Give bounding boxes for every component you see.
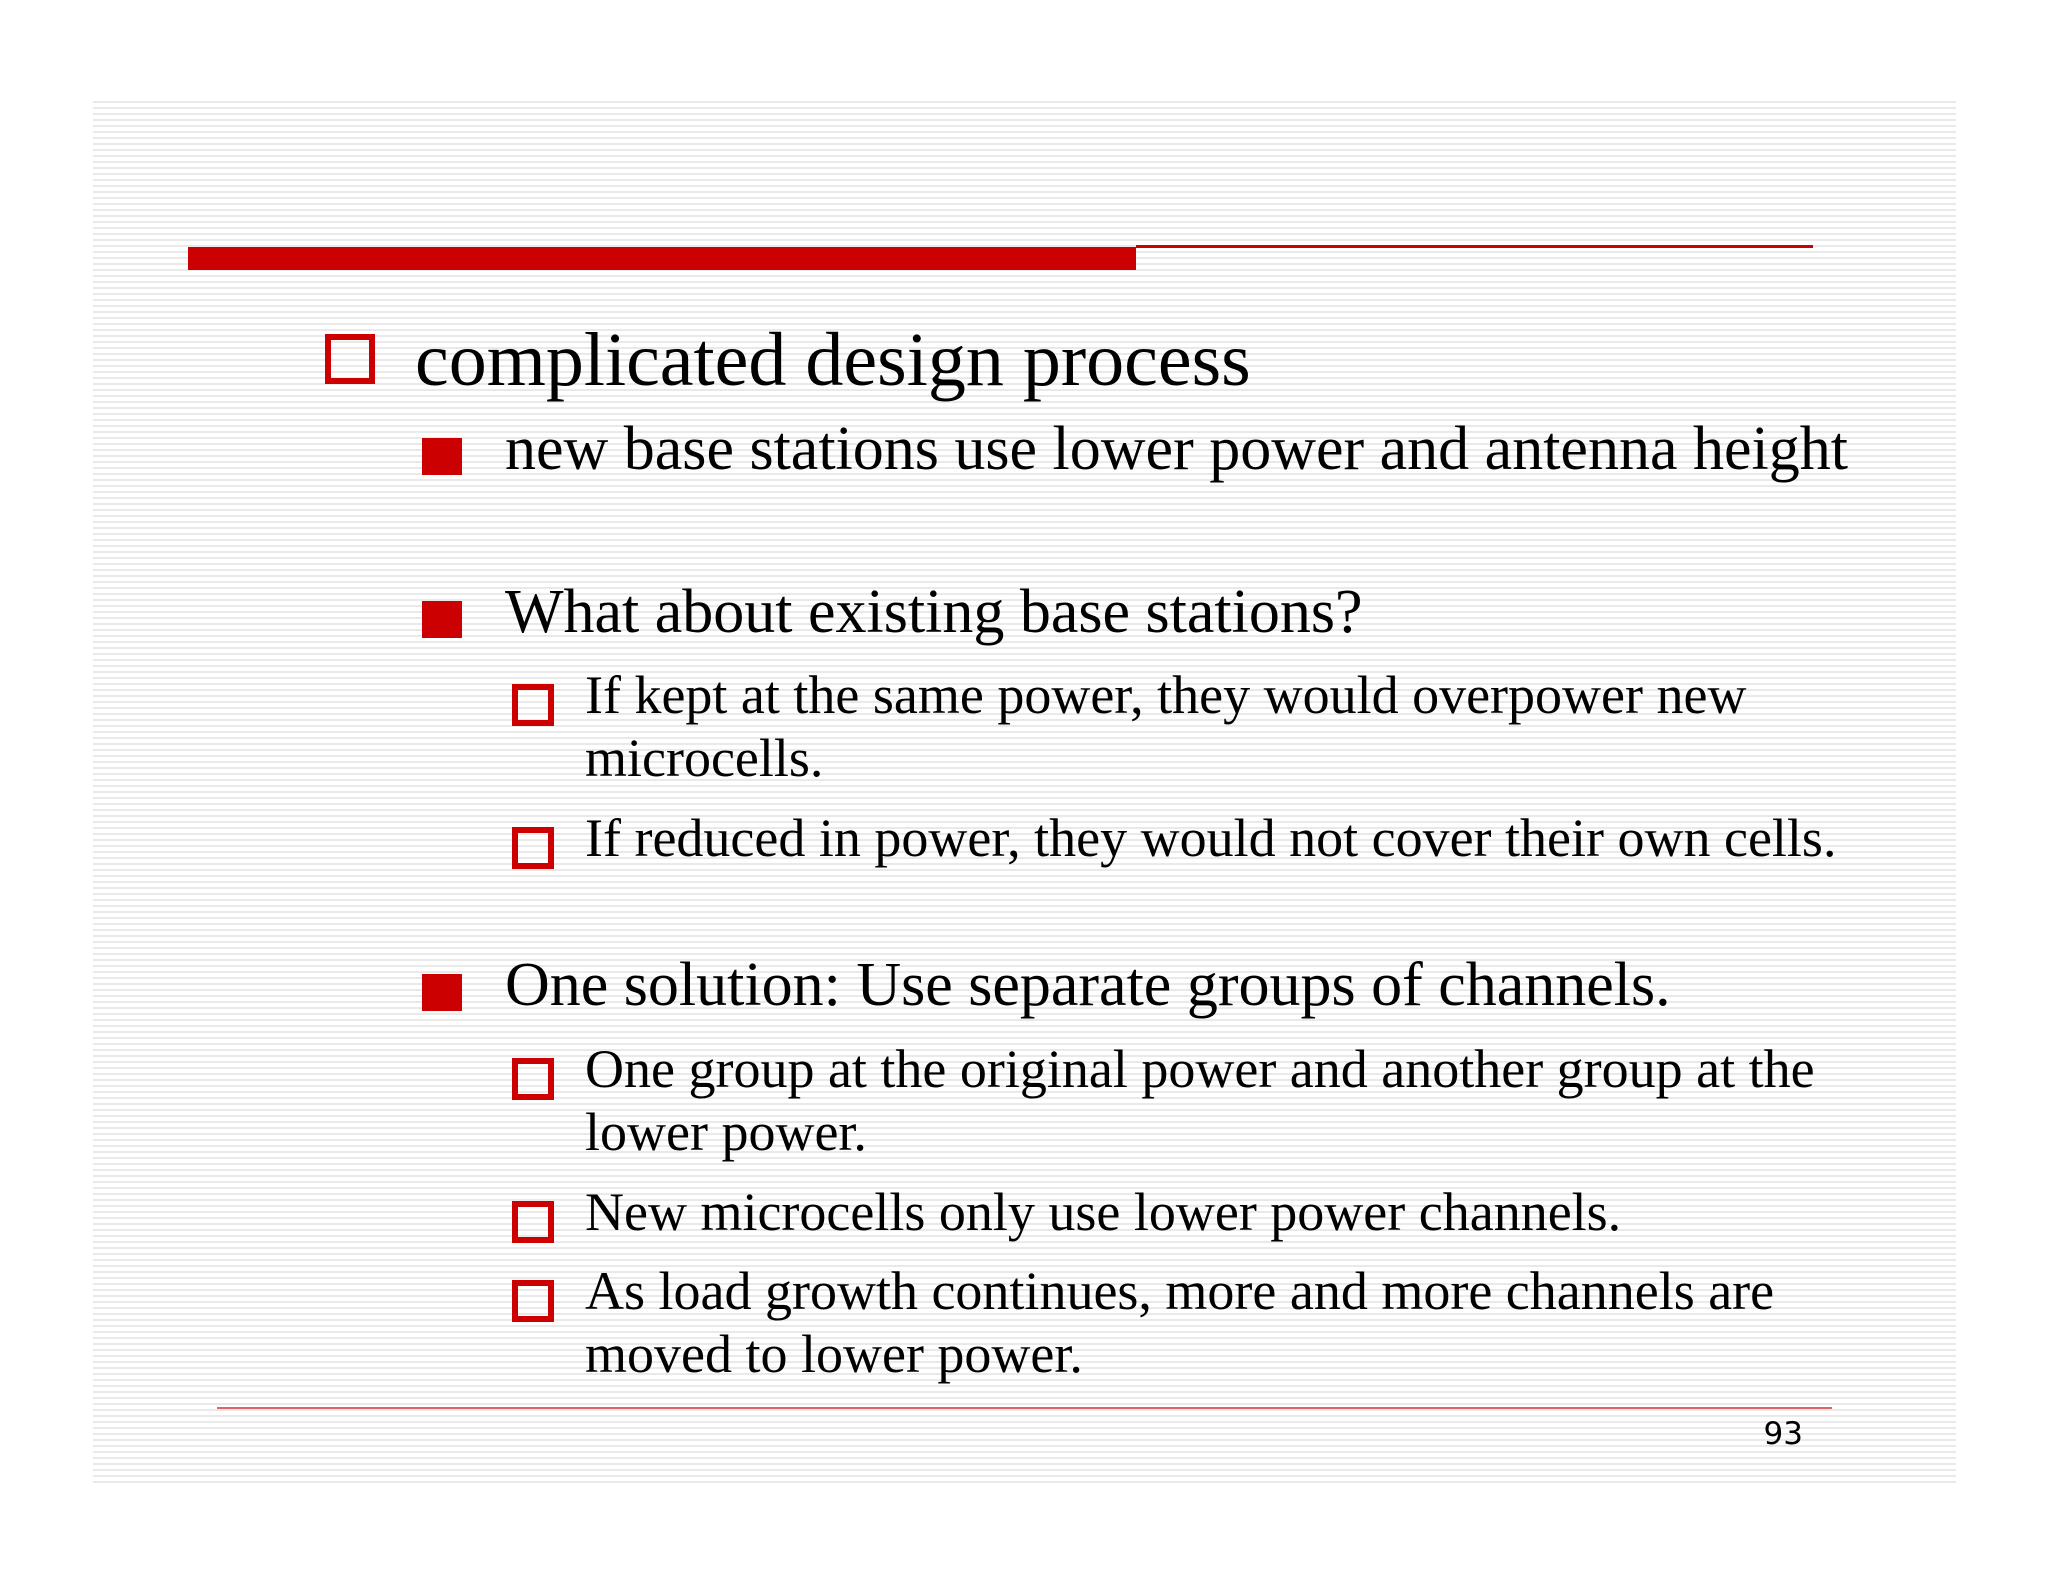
bullet-text: If kept at the same power, they would overpower new microcells.: [585, 665, 1747, 788]
slide: [93, 97, 1956, 1487]
hollow-square-bullet-icon: [512, 684, 554, 726]
bullet-text: New microcells only use lower power channels.: [585, 1182, 1622, 1242]
filled-square-bullet-icon: [422, 601, 462, 638]
page-number: 93: [1763, 1416, 1803, 1452]
hollow-square-bullet-icon: [512, 1058, 554, 1100]
bullet-text: One solution: Use separate groups of channels.: [505, 951, 1671, 1019]
title-accent-line: [1136, 245, 1813, 248]
bullet-text: If reduced in power, they would not cover their own cells.: [585, 808, 1837, 868]
bullet-text: new base stations use lower power and antenna height: [505, 415, 1848, 483]
filled-square-bullet-icon: [422, 974, 462, 1011]
title-accent-bar: [188, 247, 1136, 270]
footer-rule: [217, 1407, 1832, 1409]
bullet-text: As load growth continues, more and more channels are moved to lower power.: [585, 1261, 1775, 1384]
bullet-text: complicated design process: [415, 318, 1251, 402]
hollow-square-bullet-icon: [512, 1280, 554, 1322]
bullet-text: What about existing base stations?: [505, 578, 1363, 646]
hollow-square-bullet-icon: [325, 334, 375, 384]
hollow-square-bullet-icon: [512, 1201, 554, 1243]
bullet-text: One group at the original power and another group at the lower power.: [585, 1039, 1815, 1162]
hollow-square-bullet-icon: [512, 827, 554, 869]
filled-square-bullet-icon: [422, 438, 462, 475]
